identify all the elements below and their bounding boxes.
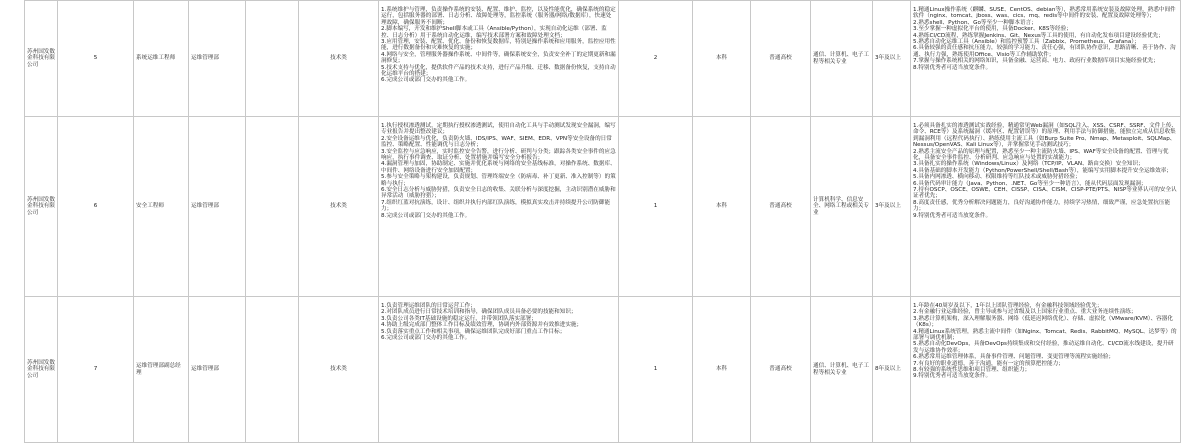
duty-item: 4.网络与安全，管理服务器操作系统、中间件等，确保系统安全，负责安全补丁的定期更新和漏洞修复； <box>381 51 616 65</box>
experience-cell: 3年及以上 <box>873 1 911 117</box>
requirement-item: 8.有较强的系统性思维和项目管理、组织能力； <box>913 367 1031 374</box>
duties-cell <box>379 297 619 443</box>
requirement-item: 8.高度责任感，优秀分析解决问题能力，良好沟通协作能力，持续学习热情，细致严谨，应急处置抗压能力； <box>913 199 1171 213</box>
requirement-item: 4.熟练CI/CD流程，熟练掌握Jenkins、Git、Nexus等工具的使用，有自动化发布项目建设经验优先； <box>913 32 1164 39</box>
left-margin <box>0 0 24 442</box>
position-cell: 运维管理部副总经理 <box>134 297 189 443</box>
school-cell: 普通高校 <box>751 297 811 443</box>
education-cell: 本科 <box>693 1 751 117</box>
school-cell: 普通高校 <box>751 1 811 117</box>
duty-item: 2.对团队成员进行日常技术培训和指导，确保团队成员具备必要的技能和知识； <box>381 309 577 316</box>
position-cell: 系统运维工程师 <box>134 1 189 117</box>
job-table <box>24 0 1181 443</box>
duty-item: 5.参与安全策略与架构建设，负责规划、管理终端安全（防病毒、补丁更新、准入控制等）的策略与执行； <box>381 174 616 187</box>
requirement-item: 6.熟悉常用运维管理体系，具备事件管理、问题管理、变更管理等流程实施经验； <box>913 354 1115 361</box>
education-cell: 本科 <box>693 117 751 297</box>
table-row <box>25 1 1181 117</box>
duty-item: 5.技术支持与优化，提供软件产品的技术支持，进行产品升级、迁移、数据备份恢复，支持自动化运维平台的搭建； <box>381 64 616 78</box>
duty-item: 2.安全设备运维与优化，负责防火墙、IDS/IPS、WAF、SIEM、EDR、VPN等安全设备的日常监控、策略配置、性能调优与日志分析； <box>381 135 612 149</box>
duties-cell <box>379 117 619 297</box>
company-cell: 苏州国发数金科技有限公司 <box>25 1 58 117</box>
empty-cell <box>246 117 299 297</box>
education-cell: 本科 <box>693 297 751 443</box>
requirements-cell <box>911 117 1181 297</box>
experience-cell: 8年及以上 <box>873 297 911 443</box>
requirement-item: 9.特别优秀者可适当放宽条件。 <box>913 373 992 380</box>
company-cell: 苏州国发数金科技有限公司 <box>25 297 58 443</box>
duty-item: 6.安全日志分析与威胁狩猎，负责安全日志的收集、关联分析与深度挖掘，主动识别潜在威胁和异常活动（威胁狩猎）； <box>381 187 616 200</box>
requirement-item: 6.具备较强的责任感和抗压能力，较强的学习能力、责任心强，有团队协作意识，思路清晰、善于协作、沟通、执行力强，熟练使用Office、Visio等工作辅助软件； <box>913 45 1176 58</box>
requirement-item: 8.特别优秀者可适当放宽条件。 <box>913 64 992 71</box>
empty-cell <box>246 297 299 443</box>
requirement-item: 7.有良好的职业道德，善于沟通，能有一定的预算把控能力； <box>913 360 1064 367</box>
position-cell: 安全工程师 <box>134 117 189 297</box>
duty-item: 8.完成公司或部门交办的其他工作。 <box>381 212 471 219</box>
experience-cell: 3年及以上 <box>873 117 911 297</box>
requirement-item: 1.必须具备扎实的渗透测试实战经验，精通常见Web漏洞（如SQL注入、XSS、CSRF、SSRF、文件上传、命令、RCE等）及系统漏洞（缓冲区、配置错误等）的原理、利用手法与防御措施，能独立完成从信息收集到漏洞利用（远程代码执行）、熟练使用主流工具（如Burp Suite Pro、Nmap、Metasploit、SQLMap、Nessus/OpenVAS、Kali Linux等），并掌握常见手动测试技巧； <box>913 123 1178 149</box>
requirement-item: 4.精通Linux系统管理，熟悉主流中间件（如Nginx、Tomcat、Redis、RabbitMQ、MySQL、达梦等）的部署与调优机制； <box>913 328 1177 342</box>
duty-item: 2.脚本编写，开发和维护Shell脚本或工具（Ansible/Python），实现自动化运维（部署、监控、日志分析）用于系统自动化运维，编写技术部署方案和故障处理文档； <box>381 26 607 39</box>
requirement-item: 5.熟悉自动化运维工具（Ansible）和监控预警工具（Zabbix、Prometheus、Grafana）； <box>913 39 1140 46</box>
requirements-cell <box>911 1 1181 117</box>
department-cell: 运维管理部 <box>189 297 246 443</box>
table-row <box>25 117 1181 297</box>
index-cell: 6 <box>58 117 134 297</box>
requirement-item: 3.具备扎实的操作系统（Windows/Linux）及网络（TCP/IP、VLAN、路由交换）安全知识； <box>913 161 1144 168</box>
duty-item: 7.组织红蓝对抗演练，设计、组织并执行内部红队演练，模拟真实攻击并持续提升公司防御能力； <box>381 199 611 213</box>
category-cell: 技术类 <box>299 297 379 443</box>
duty-item: 3.应用管理，安装、配置、优化、备份和恢复数据库，特别是操作系统和应用服务，监控应用性能，进行数据备份和灾难恢复的实施； <box>381 39 616 52</box>
duty-item: 1.执行授权渗透测试，定期执行授权渗透测试，使用自动化工具与手动测试发现安全漏洞，编写专业报告并提出整改建议； <box>381 123 616 136</box>
index-cell: 7 <box>58 297 134 443</box>
duty-item: 6.完成公司或部门交办的其他工作。 <box>381 77 471 84</box>
department-cell: 运维管理部 <box>189 1 246 117</box>
requirement-item: 3.熟悉计算机架构，深入理解服务器、网络（低延迟网络优化）、存储、虚拟化（VMware/KVM）、容器化（K8s）； <box>913 315 1173 329</box>
duties-cell <box>379 1 619 117</box>
table-row <box>25 297 1181 443</box>
category-cell: 技术类 <box>299 1 379 117</box>
school-cell: 普通高校 <box>751 117 811 297</box>
requirement-item: 1.年龄在40周岁及以下，1年以上团队管理经验，有金融科技领域经验优先； <box>913 303 1103 309</box>
requirement-item: 5.熟悉自动化DevOps，具备DevOps持续集成和交付经验，推动运维自动化、CI/CD流水线建设，提升研发与运维协作效率； <box>913 341 1174 354</box>
duty-item: 5.负责落实重点工作和相关事项，确保运维团队完成好部门重点工作目标； <box>381 328 566 335</box>
duty-item: 4.漏洞管理与加固，协助制定、实施并优化系统与网络的安全基线标准，对操作系统、数据库、中间件、网络设备进行安全加固配置； <box>381 161 616 174</box>
company-cell: 苏州国发数金科技有限公司 <box>25 117 58 297</box>
duty-item: 3.安全监控与应急响应，实时监控安全告警，进行分析、研判与分类；跟踪各类安全事件的应急响应，执行事件调查、取证分析、处置措施并编写安全分析报告； <box>381 148 616 162</box>
requirement-item: 7.掌握与操作系统相关的网络知识，具备金融、运营商、电力、政府行业数据库项目实施经验优先； <box>913 58 1159 65</box>
requirement-item: 6.具备代码审计能力（Java、Python、.NET、Go等至少一种语言），能从代码层面发现漏洞； <box>913 180 1147 187</box>
major-cell: 通信、计算机、电子工程等相关专业 <box>811 297 873 443</box>
category-cell: 技术类 <box>299 117 379 297</box>
requirement-item: 7.持有OSCP、OSCE、OSWE、CEH、CISSP、CISA、CISM、CISP-PTE/PTS、NISP等业界认可的安全认证者优先； <box>913 187 1177 200</box>
requirement-item: 1.精通Linux操作系统（麒麟、SUSE、CentOS、debian等），熟悉常用系统安装及故障处理，熟悉中间件软件（nginx、tomcat、jboss、was、cics、mq、redis等中间件的安装、配置及故障处理等）； <box>913 7 1176 20</box>
requirement-item: 4.具备基础的脚本开发能力（Python/PowerShell/Shell/Bash等），能编写实用脚本提升安全运维效率； <box>913 167 1172 174</box>
empty-cell <box>246 1 299 117</box>
duty-item: 1.系统维护与管理，负责操作系统的安装、配置、维护、监控，以及性能优化，确保系统的稳定运行，包括服务器的部署、日志分析、故障处理等，监控系统（服务器/网络/数据库），快速处理故障，确保服务不间断； <box>381 7 616 26</box>
duty-item: 4.协助上级完成部门整体工作目标及绩效管理，协调内外部资源并有效推进实施； <box>381 322 583 329</box>
headcount-cell: 1 <box>619 297 693 443</box>
headcount-cell: 2 <box>619 1 693 117</box>
headcount-cell: 1 <box>619 117 693 297</box>
department-cell: 运维管理部 <box>189 117 246 297</box>
duty-item: 6.完成公司或部门交办的其他工作。 <box>381 335 471 342</box>
requirement-item: 2.熟悉主流安全产品的原理与配置，熟悉至少一种主流防火墙、IPS、WAF等安全设备的配置、管理与优化，具备安全事件监控、分析研判、应急响应与处置的实战能力； <box>913 148 1169 162</box>
index-cell: 5 <box>58 1 134 117</box>
requirement-item: 2.熟悉shell、Python、Go等至少一种脚本语言； <box>913 19 1037 26</box>
duty-item: 1.负责管理运维团队的日常运营工作； <box>381 303 476 309</box>
requirement-item: 2.有金融行业运维经验，曾主导或参与过省级及以上国家行业重点、重大业务连续性演练； <box>913 309 1137 316</box>
major-cell: 计算机科学、信息安全、网络工程或相关专业 <box>811 117 873 297</box>
requirement-item: 5.具备内网渗透、横向移动、权限维持等红队技术或威胁狩猎经验； <box>913 174 1081 181</box>
duty-item: 3.负责公司各类IT基础设施的稳定运行，并带领团队落实部署； <box>381 315 537 322</box>
requirement-item: 9.特别优秀者可适当放宽条件。 <box>913 212 992 219</box>
requirement-item: 3.至少掌握一种虚拟化平台的使用，具备Docker、K8S等经验； <box>913 26 1072 33</box>
requirements-cell <box>911 297 1181 443</box>
major-cell: 通信、计算机、电子工程等相关专业 <box>811 1 873 117</box>
